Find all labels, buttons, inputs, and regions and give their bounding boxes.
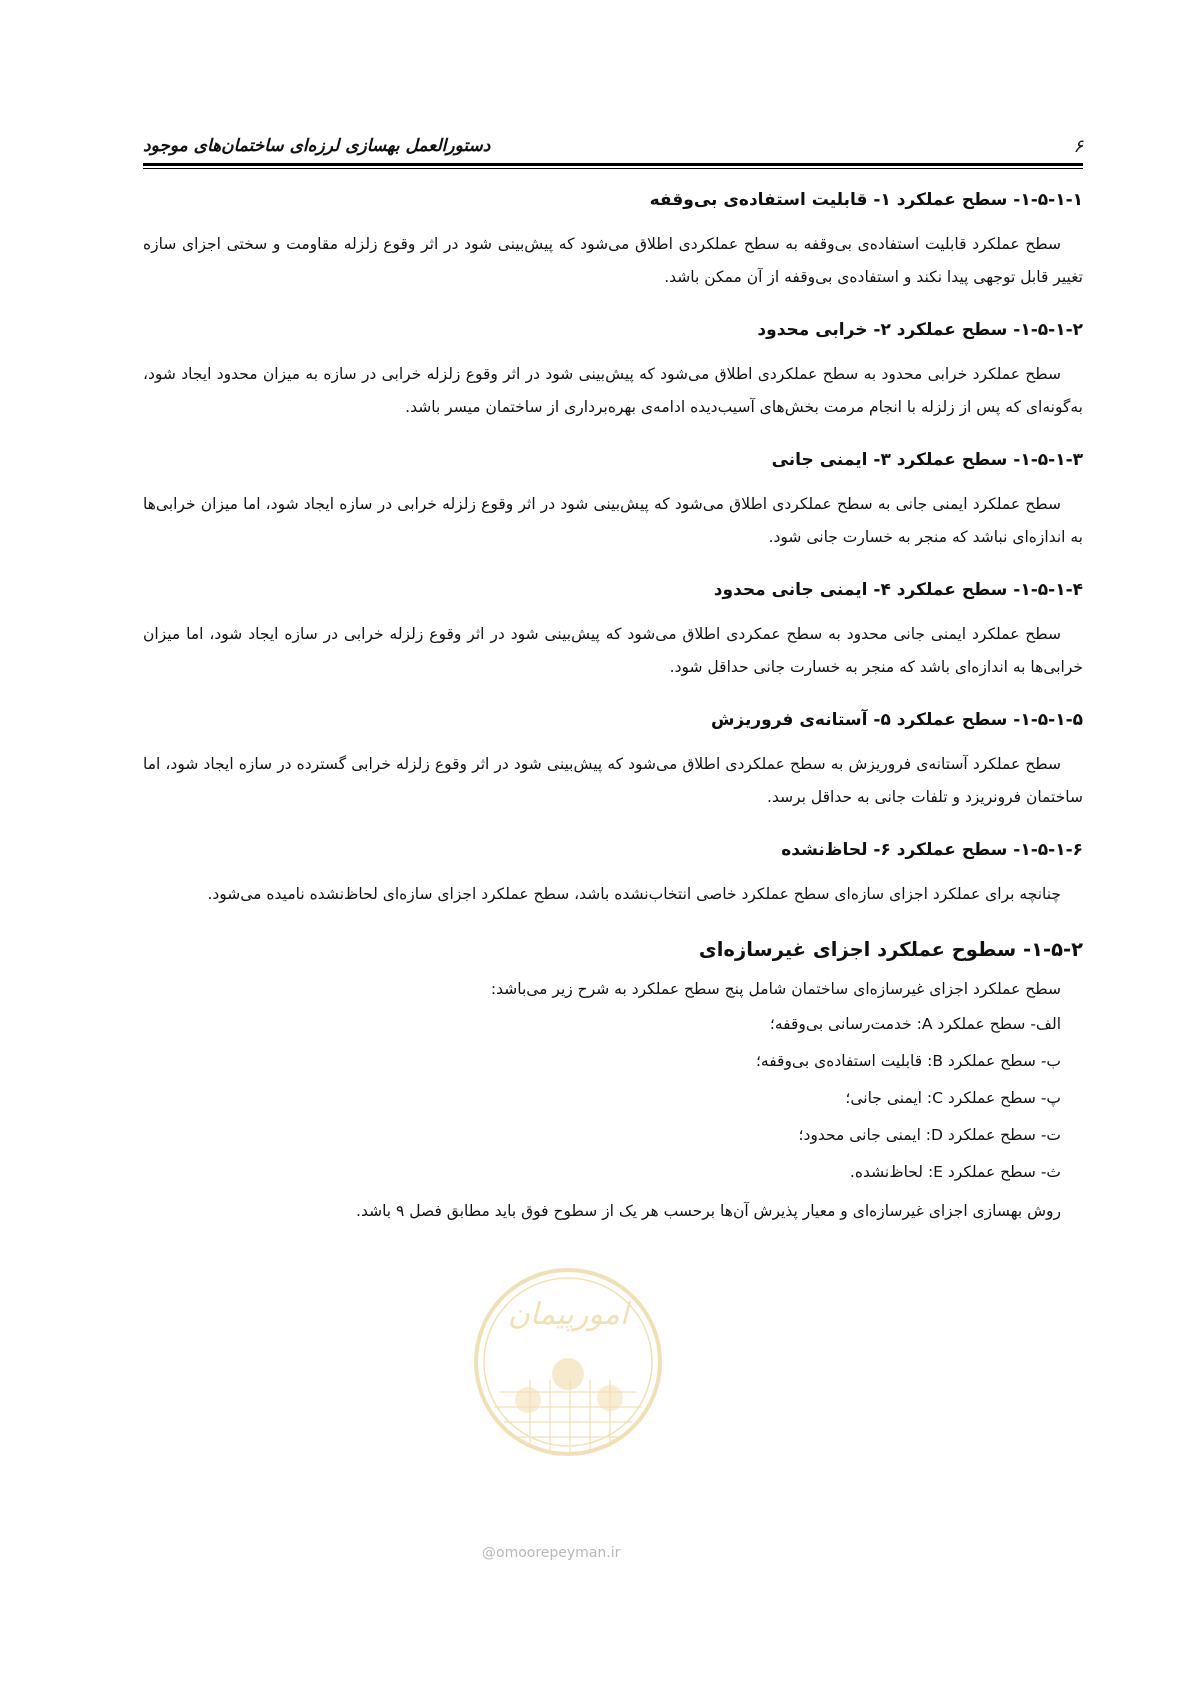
list-item: ب- سطح عملکرد B: قابلیت استفاده‌ی بی‌وقفه؛ xyxy=(755,1052,1061,1070)
closing-paragraph: روش بهسازی اجزای غیرسازه‌ای و معیار پذیرش آن‌ها برحسب هر یک از سطوح فوق باید مطابق فصل ۹ باشد. xyxy=(356,1202,1061,1220)
section-paragraph-5: سطح عملکرد آستانه‌ی فروریزش به سطح عملکردی اطلاق می‌شود که پیش‌بینی شود در اثر وقوع زلزله خرابی گسترده در سازه ایجاد شود، اما ساختمان فرونریزد و تلفات جانی به حداقل برسد. xyxy=(143,755,1083,806)
list-item: پ- سطح عملکرد C: ایمنی جانی؛ xyxy=(845,1089,1061,1107)
section-heading-2: ۱-۵-۱-۲- سطح عملکرد ۲- خرابی محدود xyxy=(757,320,1083,340)
section-heading-4: ۱-۵-۱-۴- سطح عملکرد ۴- ایمنی جانی محدود xyxy=(713,580,1083,600)
list-item: الف- سطح عملکرد A: خدمت‌رسانی بی‌وقفه؛ xyxy=(769,1015,1061,1033)
section-paragraph-3: سطح عملکرد ایمنی جانی به سطح عملکردی اطلاق می‌شود که پیش‌بینی شود در اثر وقوع زلزله خرابی در سازه ایجاد شود، اما میزان خرابی‌ها به اندازه‌ای نباشد که منجر به خسارت جانی شود. xyxy=(143,495,1083,546)
list-item: ث- سطح عملکرد E: لحاظ‌نشده. xyxy=(849,1163,1061,1181)
page-header xyxy=(143,128,1083,168)
section-paragraph-6: چنانچه برای عملکرد اجزای سازه‌ای سطح عملکرد خاصی انتخاب‌نشده باشد، سطح عملکرد اجزای سازه‌ای لحاظ‌نشده نامیده می‌شود. xyxy=(207,885,1061,903)
running-title: دستورالعمل بهسازی لرزه‌ای ساختمان‌های موجود xyxy=(143,136,491,156)
nonstructural-heading: ۱-۵-۲- سطوح عملکرد اجزای غیرسازه‌ای xyxy=(698,938,1083,961)
list-item: ت- سطح عملکرد D: ایمنی جانی محدود؛ xyxy=(798,1126,1061,1144)
header-rule-thick xyxy=(143,163,1083,166)
performance-level-list xyxy=(143,1006,1083,1191)
section-paragraph-1: سطح عملکرد قابلیت استفاده‌ی بی‌وقفه به سطح عملکردی اطلاق می‌شود که پیش‌بینی شود در اثر وقوع زلزله مقاومت و سختی اجزای سازه تغییر قابل توجهی پیدا نکند و استفاده‌ی بی‌وقفه از آن ممکن باشد. xyxy=(143,235,1083,286)
header-rule-thin xyxy=(143,168,1083,169)
section-heading-1: ۱-۵-۱-۱- سطح عملکرد ۱- قابلیت استفاده‌ی بی‌وقفه xyxy=(649,190,1083,210)
section-paragraph-4: سطح عملکرد ایمنی جانی محدود به سطح عمکردی اطلاق می‌شود که پیش‌بینی شود در اثر وقوع زلزله خرابی در سازه ایجاد شود، اما میزان خرابی‌ها به اندازه‌ای باشد که منجر به خسارت جانی حداقل شود. xyxy=(143,625,1083,676)
watermark-logo-text: امورپیمان xyxy=(507,1297,629,1332)
section-heading-3: ۱-۵-۱-۳- سطح عملکرد ۳- ایمنی جانی xyxy=(771,450,1083,470)
section-paragraph-2: سطح عملکرد خرابی محدود به سطح عملکردی اطلاق می‌شود که پیش‌بینی شود در اثر وقوع زلزله خرابی در سازه به میزان محدود ایجاد شود، به‌گونه‌ای که پس از زلزله با انجام مرمت بخش‌های آسیب‌دیده ادامه‌ی بهره‌برداری از ساختمان میسر باشد. xyxy=(143,365,1083,416)
page-body xyxy=(143,186,1083,1228)
watermark-logo-icon xyxy=(470,1262,666,1462)
section-heading-6: ۱-۵-۱-۶- سطح عملکرد ۶- لحاظ‌نشده xyxy=(781,840,1083,860)
watermark-url: @omoorepeyman.ir xyxy=(482,1545,621,1561)
page-number: ۶ xyxy=(1073,136,1083,157)
section-heading-5: ۱-۵-۱-۵- سطح عملکرد ۵- آستانه‌ی فروریزش xyxy=(710,710,1083,730)
nonstructural-intro: سطح عملکرد اجزای غیرسازه‌ای ساختمان شامل پنج سطح عملکرد به شرح زیر می‌باشد: xyxy=(490,980,1061,998)
